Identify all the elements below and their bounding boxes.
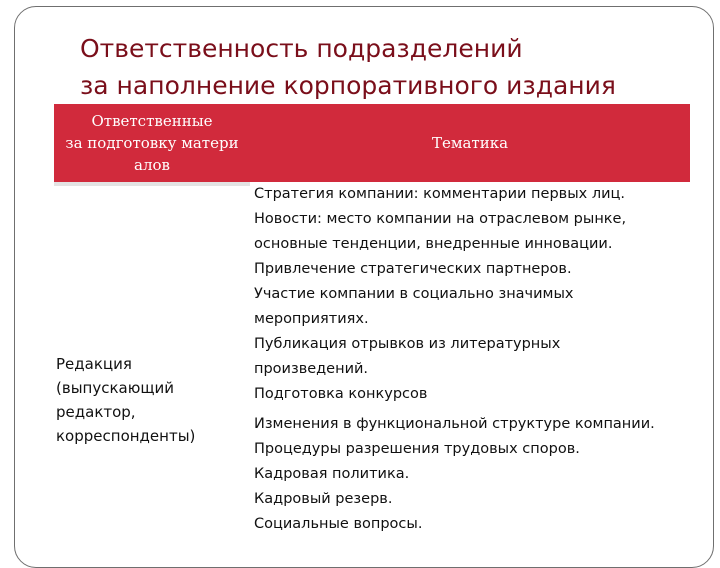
header-responsible-line-3: алов (134, 156, 170, 174)
responsible-line-4: корреспонденты) (56, 427, 196, 445)
topic-line: произведений. (254, 361, 369, 377)
responsible-line-1: Редакция (56, 355, 132, 373)
topic-line: основные тенденции, внедренные инновации. (254, 236, 613, 252)
topic-line: Новости: место компании на отраслевом рынке, (254, 211, 627, 227)
table-header-row (54, 104, 690, 182)
topic-line: Стратегия компании: комментарии первых лиц. (254, 186, 626, 202)
topic-line: Кадровый резерв. (254, 491, 393, 507)
topic-line: Изменения в функциональной структуре компании. (254, 416, 655, 432)
slide-title-line-2: за наполнение корпоративного издания (80, 71, 616, 100)
header-cell-responsible (54, 104, 250, 182)
column-divider (54, 182, 250, 186)
header-responsible-line-2: за подготовку матери (65, 134, 239, 152)
topic-line: мероприятиях. (254, 311, 369, 327)
slide-title (80, 30, 700, 104)
header-responsible-line-1: Ответственные (91, 112, 213, 130)
slide-title-line-1: Ответственность подразделений (80, 34, 523, 63)
topic-line: Подготовка конкурсов (254, 386, 428, 402)
header-cell-topic: Тематика (431, 134, 509, 152)
topic-line: Социальные вопросы. (254, 516, 423, 532)
cell-responsible (56, 352, 246, 448)
responsible-line-2: (выпускающий (56, 379, 174, 397)
responsibility-table (54, 104, 690, 540)
cell-topics (254, 182, 690, 537)
topic-line: Кадровая политика. (254, 466, 410, 482)
topic-line: Процедуры разрешения трудовых споров. (254, 441, 580, 457)
topic-line: Привлечение стратегических партнеров. (254, 261, 572, 277)
responsible-line-3: редактор, (56, 403, 136, 421)
topic-line: Участие компании в социально значимых (254, 286, 574, 302)
topic-line: Публикация отрывков из литературных (254, 336, 561, 352)
